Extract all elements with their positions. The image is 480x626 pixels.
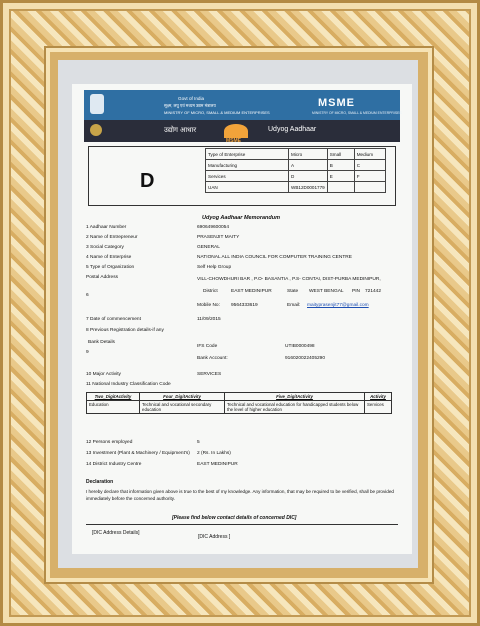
ministry-hindi: सूक्ष्म, लघु एवं मध्यम उद्यम मंत्रालय <box>164 103 216 108</box>
table-header: Two_DigitActivity <box>87 393 140 401</box>
category-letter: D <box>140 170 155 192</box>
pin-label: PIN <box>352 289 360 294</box>
previous-registration-label: 8 Previous Registration details-if any <box>86 328 164 333</box>
table-row <box>87 393 392 401</box>
table-cell <box>327 182 354 193</box>
table-cell: B <box>327 160 354 171</box>
aadhaar-value: 690649600054 <box>197 225 230 230</box>
declaration-text: I hereby declare that information given above is true to the best of my knowledge. Any information, that may be required to be verified, shall be provided immediately before the concerned authority. <box>86 489 394 501</box>
nic-label: 11 National Industry Classification Code <box>86 382 171 387</box>
bank-details-label: Bank Details <box>88 340 115 345</box>
memo-title: Udyog Aadhaar Memorandum <box>202 215 281 221</box>
postal-address-value: VILL-CHOWDHURI BAR , P.O- BASANTIA , P.S- CONTAI, DIST-PURBA MEDINIPUR, <box>197 277 381 282</box>
divider <box>86 524 398 525</box>
table-cell: WB12D0001779 <box>289 182 328 193</box>
table-cell: F <box>354 171 385 182</box>
contact-heading: [Please find below contact details of concerned DIC] <box>172 515 297 521</box>
state-label: State <box>287 289 299 294</box>
table-row <box>206 160 386 171</box>
msme-wordmark: MSME <box>318 97 355 109</box>
table-header: Activity <box>365 393 392 401</box>
table-cell: Micro <box>289 149 328 160</box>
table-cell: Manufacturing <box>206 160 289 171</box>
udyog-hindi: उद्योग आधार <box>164 127 197 134</box>
persons-employed-value: 5 <box>197 440 200 445</box>
msme-logo-icon <box>224 124 248 138</box>
table-cell: Small <box>327 149 354 160</box>
enterprise-name-label: 4 Name of Enterprise <box>86 255 132 260</box>
mobile-label: Mobile No: <box>197 303 220 308</box>
commencement-value: 11/09/2015 <box>197 317 221 322</box>
social-category-label: 3 Social Category <box>86 245 124 250</box>
table-cell: Type of Enterprise <box>206 149 289 160</box>
table-cell: Services <box>365 401 392 414</box>
district-value: EAST MEDINIPUR <box>231 289 272 294</box>
major-activity-value: SERVICES <box>197 372 222 377</box>
table-cell: Medium <box>354 149 385 160</box>
udyog-english: Udyog Aadhaar <box>268 126 317 133</box>
table-cell: Technical and vocational secondary education <box>140 401 225 414</box>
row-9-number: 9 <box>86 350 89 355</box>
govt-label: Govt of India <box>178 96 205 101</box>
email-link[interactable]: maityprasenjit77@gmail.com <box>307 303 369 308</box>
email-label: Email: <box>287 303 301 308</box>
pin-value: 721442 <box>365 289 382 294</box>
enterprise-name-value: NATIONAL ALL INDIA COUNCIL FOR COMPUTER TRAINING CENTRE <box>197 255 352 260</box>
table-cell: D <box>289 171 328 182</box>
msme-subtitle: MINISTRY OF MICRO, SMALL & MEDIUM ENTERPRISES <box>312 111 402 115</box>
social-category-value: GENERAL <box>197 245 220 250</box>
ifs-value: UTIB0000498 <box>285 344 315 349</box>
national-emblem-icon <box>90 94 104 114</box>
organization-type-label: 5 Type of Organization <box>86 265 135 270</box>
table-cell: Technical and vocational education for handicapped students below the level of higher education <box>225 401 365 414</box>
table-cell: E <box>327 171 354 182</box>
commencement-label: 7 Date of commencement <box>86 317 141 322</box>
bank-account-value: 916020022405290 <box>285 356 326 361</box>
table-header: Five_DigitActivity <box>225 393 365 401</box>
mobile-value: 9564333619 <box>231 303 258 308</box>
dic-address: [DIC Address ] <box>198 534 231 540</box>
table-header: Four_DigitActivity <box>140 393 225 401</box>
msme-logo-text: MSME <box>226 138 241 144</box>
enterprise-type-table <box>205 148 386 193</box>
ministry-english: MINISTRY OF MICRO, SMALL & MEDIUM ENTERPRISES <box>164 110 270 115</box>
udyog-aadhaar-certificate <box>72 84 412 554</box>
district-industry-centre-value: EAST MEDINIPUR <box>197 462 238 467</box>
district-industry-centre-label: 14 District Industry Centre <box>86 462 142 467</box>
ashoka-emblem-icon <box>90 124 102 136</box>
table-row <box>206 149 386 160</box>
entrepreneur-label: 2 Name of Entrepreneur <box>86 235 138 240</box>
table-cell: Services <box>206 171 289 182</box>
state-value: WEST BENGAL <box>309 289 344 294</box>
organization-type-value: Self Help Group <box>197 265 232 270</box>
persons-employed-label: 12 Persons employed <box>86 440 133 445</box>
table-cell <box>354 182 385 193</box>
table-row <box>206 182 386 193</box>
dic-address-details: [DIC Address Details] <box>92 530 140 536</box>
table-cell: UAN <box>206 182 289 193</box>
row-6-number: 6 <box>86 293 89 298</box>
investment-label: 13 Investment (Plant & Machinery / Equipment's) <box>86 451 190 456</box>
nic-table <box>86 392 392 414</box>
table-cell: Education <box>87 401 140 414</box>
postal-address-label: Postal Address <box>86 275 118 280</box>
bank-account-label: Bank Account: <box>197 356 228 361</box>
investment-value: 2 (Rs. In Lakhs) <box>197 451 231 456</box>
district-label: District <box>203 289 218 294</box>
declaration-title: Declaration <box>86 479 114 485</box>
entrepreneur-value: PRASENJIT MAITY <box>197 235 240 240</box>
table-cell: C <box>354 160 385 171</box>
table-cell: A <box>289 160 328 171</box>
table-row <box>206 171 386 182</box>
ifs-label: IFS Code <box>197 344 218 349</box>
major-activity-label: 10 Major Activity <box>86 372 121 377</box>
table-row <box>87 401 392 414</box>
aadhaar-label: 1 Aadhaar Number <box>86 225 127 230</box>
